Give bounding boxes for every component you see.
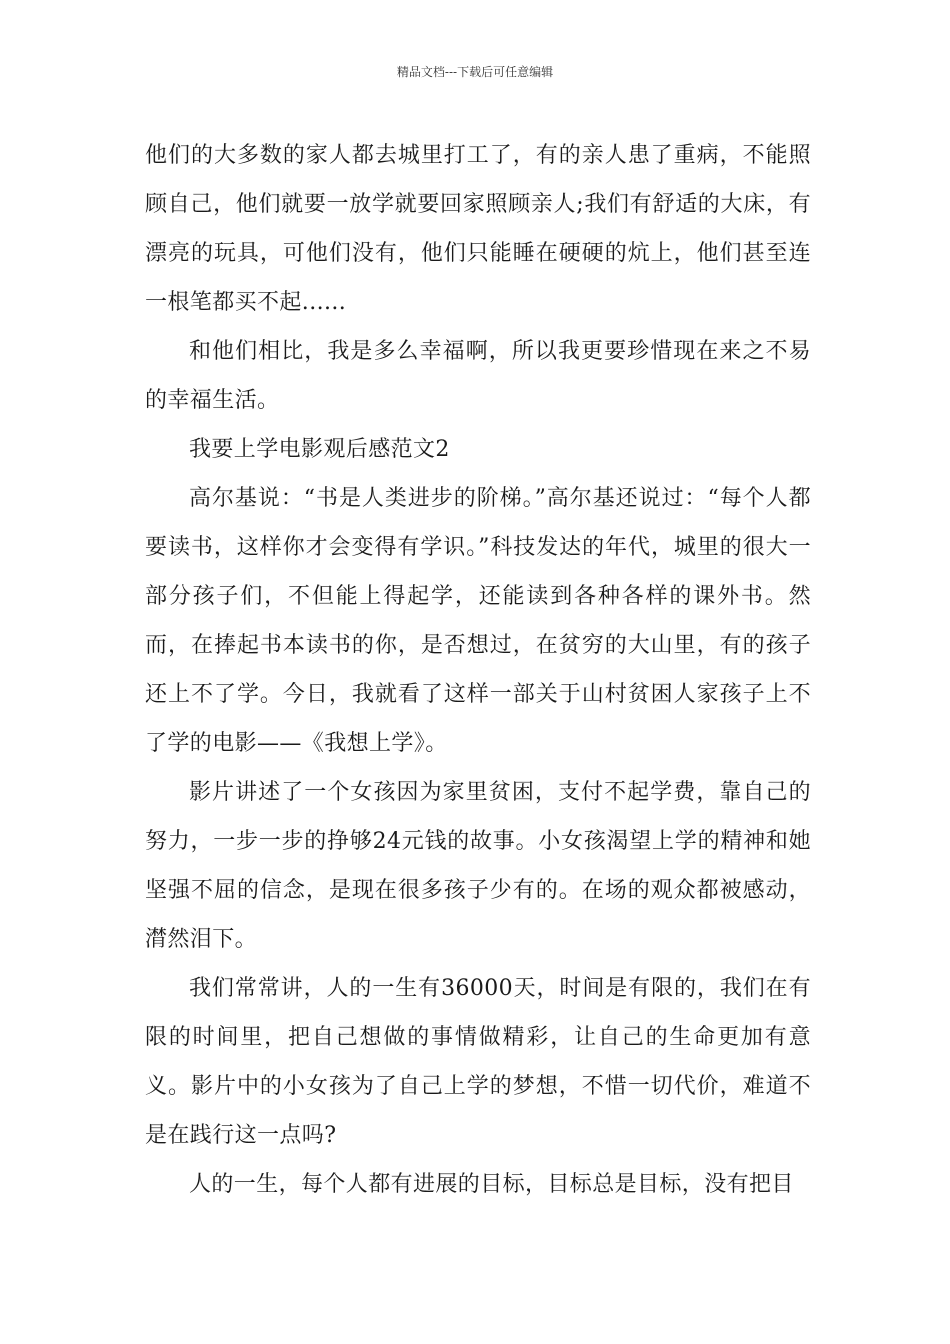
paragraph: 我们常常讲，人的一生有36000天，时间是有限的，我们在有限的时间里，把自己想做的事情做精彩，让自己的生命更加有意义。影片中的小女孩为了自己上学的梦想，不惜一切代价，难道不是在践行这一点吗? (145, 976, 811, 1148)
paragraph: 和他们相比，我是多么幸福啊，所以我更要珍惜现在来之不易的幸福生活。 (145, 339, 811, 413)
paragraph: 影片讲述了一个女孩因为家里贫困，支付不起学费，靠自己的努力，一步一步的挣够24元钱的故事。小女孩渴望上学的精神和她坚强不屈的信念，是现在很多孩子少有的。在场的观众都被感动，潸然泪下。 (145, 780, 811, 952)
article-body (145, 131, 811, 1209)
paragraph: 高尔基说：“书是人类进步的阶梯。”高尔基还说过：“每个人都要读书，这样你才会变得有学识。”科技发达的年代，城里的很大一部分孩子们，不但能上得起学，还能读到各种各样的课外书。然而，在捧起书本读书的你，是否想过，在贫穷的大山里，有的孩子还上不了学。今日，我就看了这样一部关于山村贫困人家孩子上不了学的电影——《我想上学》。 (145, 486, 811, 756)
paragraph: 人的一生，每个人都有进展的目标，目标总是目标，没有把目 (189, 1172, 794, 1197)
paragraph-continued: 他们的大多数的家人都去城里打工了，有的亲人患了重病，不能照顾自己，他们就要一放学就要回家照顾亲人;我们有舒适的大床，有漂亮的玩具，可他们没有，他们只能睡在硬硬的炕上，他们甚至连一根笔都买不起...... (145, 143, 811, 315)
page-header: 精品文档---下载后可任意编辑 (396, 65, 554, 79)
section-title: 我要上学电影观后感范文2 (189, 437, 450, 462)
